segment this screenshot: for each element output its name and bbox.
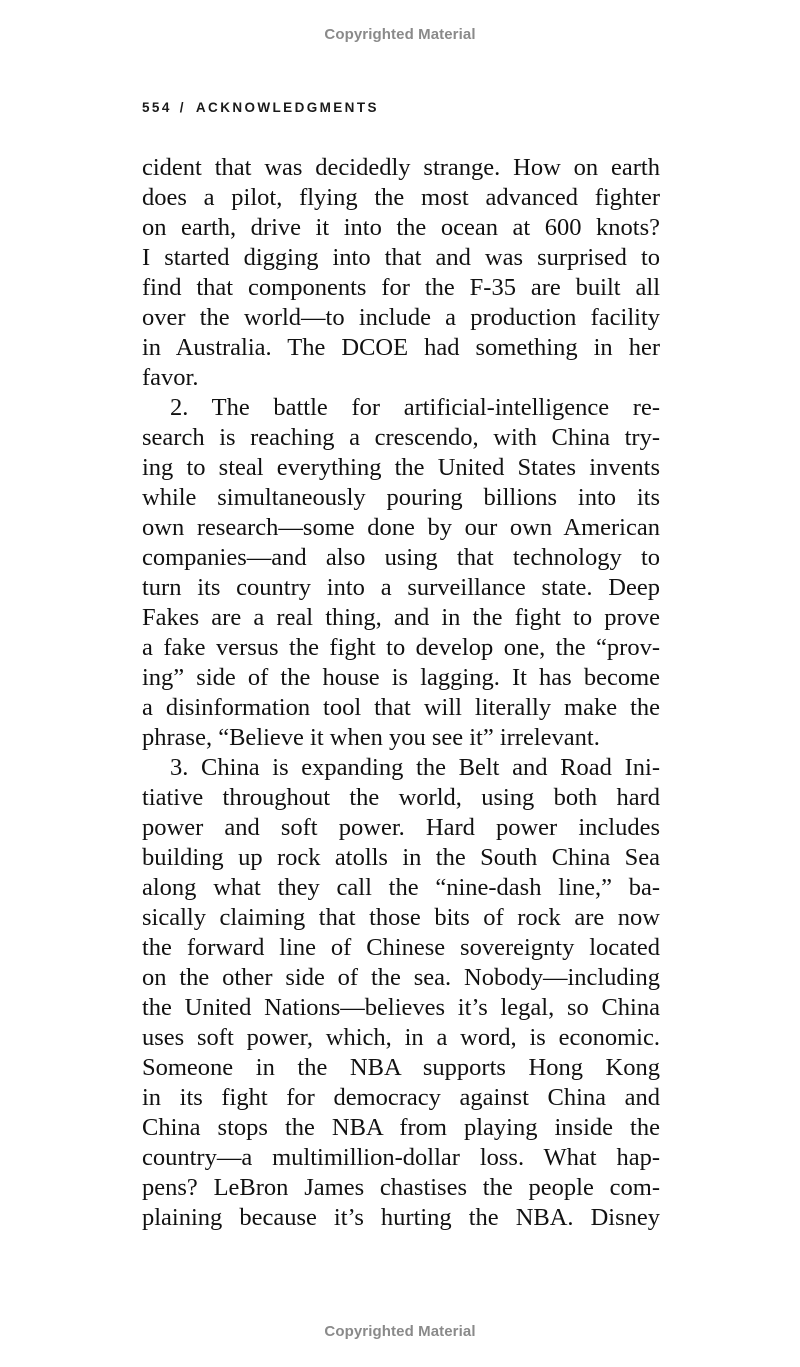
text-line: does a pilot, flying the most advanced fighter — [142, 184, 660, 211]
body-text — [142, 153, 660, 1233]
text-line: I started digging into that and was surprised to — [142, 244, 660, 271]
text-line: the forward line of Chinese sovereignty located — [142, 934, 660, 961]
running-head — [142, 100, 379, 115]
text-line: China stops the NBA from playing inside the — [142, 1114, 660, 1141]
text-line: cident that was decidedly strange. How on earth — [142, 154, 660, 181]
text-line: companies—and also using that technology to — [142, 544, 660, 571]
text-line: find that components for the F-35 are built all — [142, 274, 660, 301]
section-title: ACKNOWLEDGMENTS — [195, 100, 379, 115]
text-line: tiative throughout the world, using both hard — [142, 784, 660, 811]
text-line: uses soft power, which, in a word, is economic. — [142, 1024, 660, 1051]
copyright-watermark-top: Copyrighted Material — [324, 26, 476, 43]
text-line: ing to steal everything the United States invents — [142, 454, 660, 481]
text-line: building up rock atolls in the South China Sea — [142, 844, 660, 871]
text-line: phrase, “Believe it when you see it” irrelevant. — [142, 724, 600, 751]
text-line: pens? LeBron James chastises the people com- — [142, 1174, 660, 1201]
paragraph-start-line: 2. The battle for artificial-intelligence re- — [170, 394, 660, 421]
text-line: favor. — [142, 364, 199, 391]
text-line: Someone in the NBA supports Hong Kong — [142, 1054, 660, 1081]
text-line: on the other side of the sea. Nobody—including — [142, 964, 660, 991]
text-line: country—a multimillion-dollar loss. What hap- — [142, 1144, 660, 1171]
paragraph-start-line: 3. China is expanding the Belt and Road Ini- — [170, 754, 660, 781]
text-line: while simultaneously pouring billions into its — [142, 484, 660, 511]
text-line: a disinformation tool that will literally make the — [142, 694, 660, 721]
text-line: plaining because it’s hurting the NBA. Disney — [142, 1204, 660, 1231]
text-line: turn its country into a surveillance state. Deep — [142, 574, 660, 601]
text-line: power and soft power. Hard power includes — [142, 814, 660, 841]
text-line: over the world—to include a production facility — [142, 304, 660, 331]
text-line: search is reaching a crescendo, with China try- — [142, 424, 660, 451]
text-line: sically claiming that those bits of rock are now — [142, 904, 660, 931]
copyright-watermark-bottom: Copyrighted Material — [324, 1323, 476, 1340]
text-line: in Australia. The DCOE had something in her — [142, 334, 660, 361]
running-head-separator: / — [179, 100, 186, 115]
text-line: on earth, drive it into the ocean at 600 knots? — [142, 214, 660, 241]
text-line: the United Nations—believes it’s legal, so China — [142, 994, 660, 1021]
text-line: in its fight for democracy against China and — [142, 1084, 660, 1111]
text-line: ing” side of the house is lagging. It has become — [142, 664, 660, 691]
page-number: 554 — [142, 100, 172, 115]
text-line: a fake versus the fight to develop one, the “prov- — [142, 634, 660, 661]
text-line: along what they call the “nine-dash line,” ba- — [142, 874, 660, 901]
text-line: Fakes are a real thing, and in the fight to prove — [142, 604, 660, 631]
text-line: own research—some done by our own American — [142, 514, 660, 541]
